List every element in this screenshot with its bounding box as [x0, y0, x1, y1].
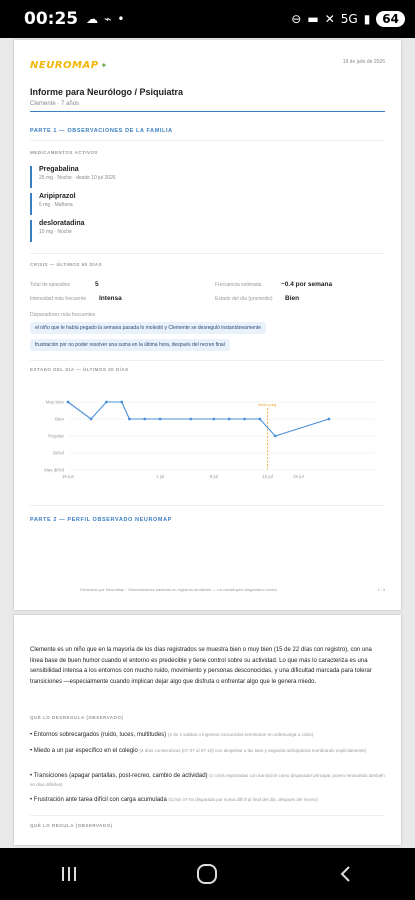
page-number: 1 / 3: [377, 587, 385, 592]
list-item: • Miedo a un par específico en el colegio (4 días consecutivos (07-07 al 07-10) con despertar a las 5am y angustia anticipatoria nombrando explícitamente): [30, 748, 367, 754]
report-date: 19 de julio de 2026: [342, 59, 385, 65]
crisis-heading: CRISIS — ÚLTIMOS 90 DÍAS: [30, 262, 103, 267]
list-item: • Transiciones (apagar pantallas, post-recreo, cambio de actividad) (2 crisis registradas con transición como disparador principal, ponen renovando también en días difíciles): [30, 773, 385, 788]
status-time: 00:25: [24, 9, 79, 29]
medication-name: Aripiprazol: [39, 193, 76, 200]
chart-x-tick-label: 1 jul: [155, 474, 165, 479]
report-page-2: [14, 615, 401, 845]
crisis-intensity-label: Intensidad más frecuente: [30, 296, 87, 302]
divider: [30, 360, 385, 361]
medication-detail: 25 mg · Noche · desde 10 jul 2026: [39, 175, 116, 181]
dysregulation-heading: QUÉ LO DESREGULA (OBSERVADO): [30, 715, 124, 720]
chart-point: [143, 418, 146, 421]
crisis-total-label: Total de episodios: [30, 282, 71, 288]
report-page-1: [14, 40, 401, 610]
divider: [30, 815, 385, 816]
chart-point: [228, 418, 231, 421]
triggers-label: Disparadores más frecuentes: [30, 312, 96, 318]
chart-point: [189, 418, 192, 421]
divider: [30, 505, 385, 506]
list-item: • Entornos sobrecargados (ruido, luces, multitudes) (3 de 3 salidas o ingresos concurridos terminaron en sobrecarga o crisis): [30, 732, 314, 738]
crisis-total-value: 5: [95, 281, 99, 288]
medication-name: Pregabalina: [39, 166, 79, 173]
chart-x-tick-label: 19 jul: [292, 474, 304, 479]
dnd-icon: ⊖: [291, 12, 302, 26]
medication-item: [30, 193, 76, 215]
divider: [30, 253, 385, 254]
regulation-heading: QUÉ LO REGULA (OBSERVADO): [30, 823, 113, 828]
part2-heading: PARTE 2 — PERFIL OBSERVADO NEUROMAP: [30, 517, 172, 523]
chart-point: [128, 418, 131, 421]
recent-apps-icon: [60, 865, 78, 883]
chart-y-tick-label: Bien: [54, 416, 64, 422]
chart-annotation-label: Inicio preg.: [257, 402, 278, 407]
medication-item: [30, 220, 85, 242]
chart-y-tick-label: May difícil: [43, 467, 64, 473]
medication-name: desloratadina: [39, 220, 85, 227]
trigger-chip: frustración por no poder resolver una suma en la última hora, después del recreo final: [30, 339, 230, 351]
medication-item: [30, 166, 116, 188]
chart-point: [120, 401, 123, 404]
cloud-icon: ☁: [86, 12, 99, 26]
mute-icon: ✕: [324, 12, 335, 26]
profile-paragraph: Clemente es un niño que en la mayoría de los días registrados se muestra bien o muy bien (15 de 22 días con registro), con una línea base de buen humor cuando el entorno es predecible y tiene control sobre su actividad. Lo que más lo caracteriza es una sensibilidad intensa a los entornos con mucho ruido, movimiento y personas desconocidas, y una dificultad marcada para tolerar transiciones —especialmente cuando implican dejar algo que disfruta o enfrentar algo que le genera miedo.: [30, 647, 372, 685]
crisis-intensity-value: Intensa: [99, 295, 122, 302]
medication-detail: 5 mg · Mañana: [39, 202, 73, 208]
logo-star-icon: ✦: [100, 60, 108, 70]
home-button[interactable]: [177, 854, 237, 894]
navigation-bar: [0, 848, 415, 900]
part1-heading: PARTE 1 — OBSERVACIONES DE LA FAMILIA: [30, 128, 173, 134]
report-subtitle: Clemente · 7 años: [30, 101, 80, 107]
crisis-frequency-value: ~0.4 por semana: [281, 281, 333, 288]
battery-indicator: 64: [376, 11, 405, 27]
back-icon: [337, 865, 355, 883]
status-right: [291, 11, 405, 27]
report-title: Informe para Neurólogo / Psiquiatra: [30, 87, 184, 97]
day-state-chart: [30, 390, 385, 485]
network-label: 5G: [340, 12, 358, 26]
chart-point: [274, 435, 277, 438]
bed-icon: ▬: [307, 12, 319, 26]
chart-point: [105, 401, 108, 404]
chart-y-tick-label: Regular: [48, 433, 64, 439]
chart-point: [243, 418, 246, 421]
chart-x-tick-label: 8 jul: [209, 474, 218, 479]
chart-y-tick-label: Difícil: [53, 450, 64, 456]
divider: [30, 140, 385, 141]
cast-icon: ⌁: [104, 12, 112, 26]
status-bar: [0, 0, 415, 38]
chart-point: [67, 401, 70, 404]
crisis-frequency-label: Frecuencia estimada: [215, 282, 262, 288]
recent-apps-button[interactable]: [39, 854, 99, 894]
chart-x-tick-label: 15 jul: [262, 474, 273, 479]
chart-x-tick-label: 19 jun: [61, 474, 75, 479]
chart-point: [258, 418, 261, 421]
day-state-label: Estado del día (promedio): [215, 296, 273, 302]
report-footer: Generado por NeuroMap · Observaciones basadas en registros familiares — no constituyen diagnóstico clínico.: [80, 587, 279, 592]
chart-point: [159, 418, 162, 421]
signal-icon: ▮: [363, 12, 371, 26]
chart-y-tick-label: Muy bien: [45, 399, 64, 405]
day-state-value: Bien: [285, 295, 300, 302]
day-state-chart-svg: [30, 390, 385, 485]
chart-point: [90, 418, 93, 421]
title-divider: [30, 111, 385, 112]
trigger-chip: el niño que le había pegado la semana pasada lo molestó y Clemente se desreguló instantáneamente: [30, 322, 266, 334]
list-item: • Frustración ante tarea difícil con carga acumulada (Crisis 07-04 disparada por suma difícil al final del día, después del recreo): [30, 797, 318, 803]
chart-point: [212, 418, 215, 421]
chart-point: [328, 418, 331, 421]
home-icon: [196, 863, 218, 885]
meds-heading: MEDICAMENTOS ACTIVOS: [30, 150, 99, 155]
medication-detail: 10 mg · Noche: [39, 229, 72, 235]
neuromap-logo: NEUROMAP ✦: [30, 59, 108, 71]
back-button[interactable]: [316, 854, 376, 894]
dot-icon: •: [117, 12, 125, 26]
chart-heading: ESTADO DEL DÍA — ÚLTIMOS 30 DÍAS: [30, 367, 129, 372]
